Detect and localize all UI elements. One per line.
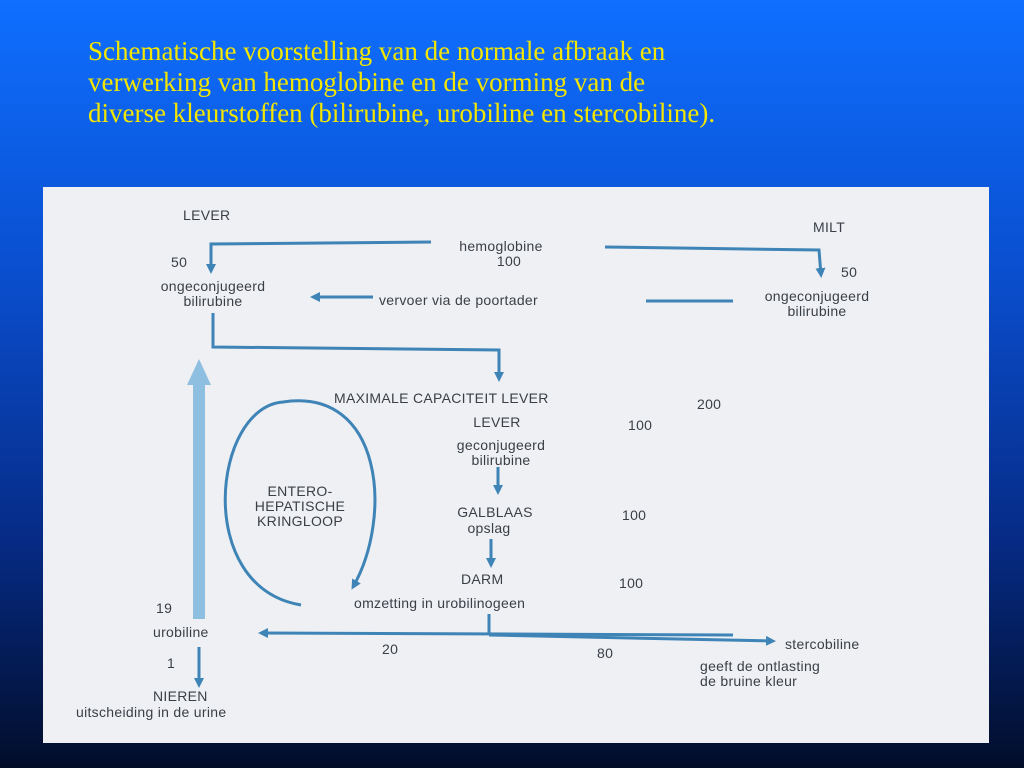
opslag-label: opslag (467, 520, 511, 536)
stool-color-label (700, 659, 820, 689)
cycle-line-1: ENTERO- (267, 483, 333, 499)
stercobiline-label: stercobiline (785, 636, 860, 652)
lever-share-value: 50 (171, 254, 188, 270)
stool-line-2: de bruine kleur (700, 673, 798, 689)
conjugated-bilirubine (457, 438, 545, 468)
cycle-line-3: KRINGLOOP (257, 513, 343, 529)
milt-share-value: 50 (841, 264, 858, 280)
arrow-hemoglobine-to-milt (605, 247, 821, 275)
lever-unconj-line-1: ongeconjugeerd (160, 278, 266, 294)
arrow-hemoglobine-to-lever (211, 242, 431, 271)
milt-unconjugated-bilirubine (765, 289, 870, 319)
max-capacity-label: MAXIMALE CAPACITEIT LEVER (334, 390, 549, 406)
conversion-label: omzetting in urobilinogeen (354, 595, 526, 611)
cycle-line-2: HEPATISCHE (254, 498, 346, 514)
max-capacity-value: 200 (697, 396, 722, 412)
enterohepatic-cycle-label (255, 484, 345, 529)
galblaas-label: GALBLAAS (457, 504, 533, 520)
hemoglobine-value: 100 (496, 253, 522, 269)
transport-label: vervoer via de poortader (379, 292, 538, 308)
conjugated-line-1: geconjugeerd (456, 437, 546, 453)
slide-title (88, 36, 908, 129)
lever-unconjugated-bilirubine (161, 279, 266, 309)
lever-label: LEVER (183, 207, 231, 223)
lever2-label: LEVER (473, 414, 521, 430)
title-line: Schematische voorstelling van de normale afbraak en (88, 36, 666, 66)
galblaas-value: 100 (622, 507, 647, 523)
milt-unconj-line-1: ongeconjugeerd (764, 288, 870, 304)
nieren-label: NIEREN (153, 688, 208, 704)
arrow-lever-to-capacity (213, 313, 499, 379)
hemoglobine-label: hemoglobine (459, 238, 543, 254)
arrow-urobiline-recycle (187, 359, 211, 619)
diagram-panel (43, 187, 989, 743)
milt-unconj-line-2: bilirubine (787, 303, 847, 319)
split-right-value: 80 (597, 645, 614, 661)
stool-line-1: geeft de ontlasting (700, 658, 821, 674)
lever2-value: 100 (628, 417, 653, 433)
lever-unconj-line-2: bilirubine (183, 293, 243, 309)
title-line: diverse kleurstoffen (bilirubine, urobiline en stercobiline). (88, 98, 716, 128)
split-left-value: 20 (382, 641, 399, 657)
conjugated-line-2: bilirubine (471, 452, 531, 468)
title-line: verwerking van hemoglobine en de vorming van de (88, 67, 646, 97)
kidney-value: 1 (167, 655, 176, 671)
excretion-label: uitscheiding in de urine (76, 704, 227, 720)
urobiline-label: urobiline (153, 624, 209, 640)
darm-value: 100 (619, 575, 644, 591)
darm-label: DARM (461, 571, 504, 587)
urobiline-value: 19 (156, 600, 173, 616)
milt-label: MILT (813, 219, 846, 235)
